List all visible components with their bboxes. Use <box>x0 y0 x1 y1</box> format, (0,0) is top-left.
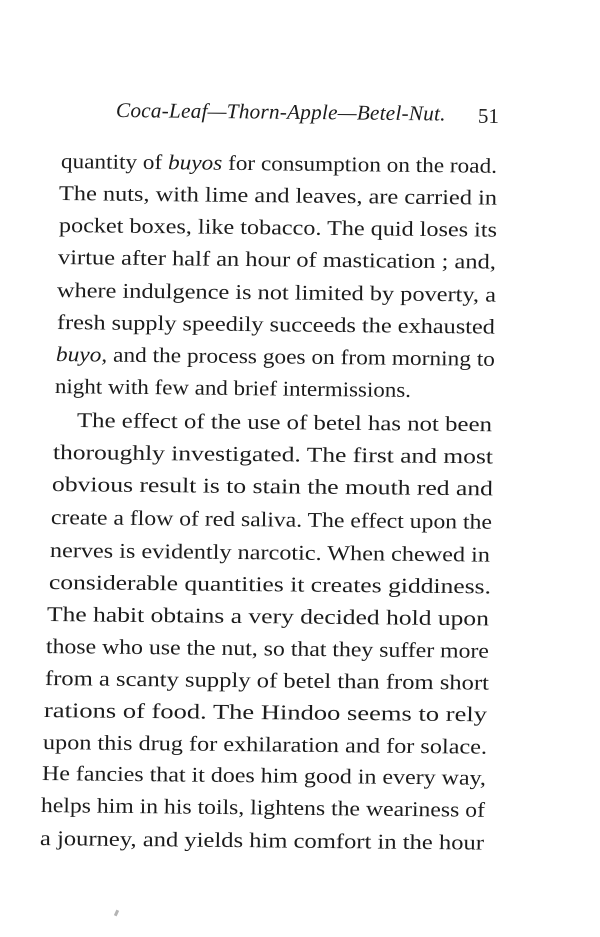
text-line: He fancies that it does him good in every way, <box>41 761 487 790</box>
text-line: where indulgence is not limited by poverty, a <box>56 278 497 307</box>
text-line: The habit obtains a very decided hold upon <box>46 602 490 631</box>
text-line: pocket boxes, like tobacco. The quid loses its <box>58 213 498 242</box>
text-line: The nuts, with lime and leaves, are carried in <box>58 181 498 210</box>
text-line: nerves is evidently narcotic. When chewed in <box>49 538 491 567</box>
text-line: create a flow of red saliva. The effect upon the <box>50 505 493 534</box>
running-title: Coca-Leaf—Thorn-Apple—Betel-Nut. <box>115 98 446 126</box>
text-line: buyo, and the process goes on from morning to <box>55 342 496 371</box>
page-number: 51 <box>477 103 500 129</box>
text-line: a journey, and yields him comfort in the hour <box>39 826 485 855</box>
text-line: night with few and brief intermissions. <box>54 374 412 402</box>
text-line: fresh supply speedily succeeds the exhausted <box>56 310 496 339</box>
text-line: from a scanty supply of betel than from short <box>44 666 490 695</box>
text-line: those who use the nut, so that they suffer more <box>45 634 490 663</box>
text-line: thoroughly investigated. The first and most <box>52 440 494 469</box>
text-line: upon this drug for exhilaration and for solace. <box>42 730 488 759</box>
text-line: helps him in his toils, lightens the weariness of <box>40 793 486 822</box>
text-line: virtue after half an hour of mastication ; and, <box>57 245 497 274</box>
text-line: The effect of the use of betel has not been <box>76 408 493 437</box>
text-line: quantity of buyos for consumption on the road. <box>60 149 498 178</box>
text-line: considerable quantities it creates giddiness. <box>48 570 492 599</box>
text-line: obvious result is to stain the mouth red and <box>51 472 494 501</box>
text-line: rations of food. The Hindoo seems to rely <box>43 698 488 727</box>
